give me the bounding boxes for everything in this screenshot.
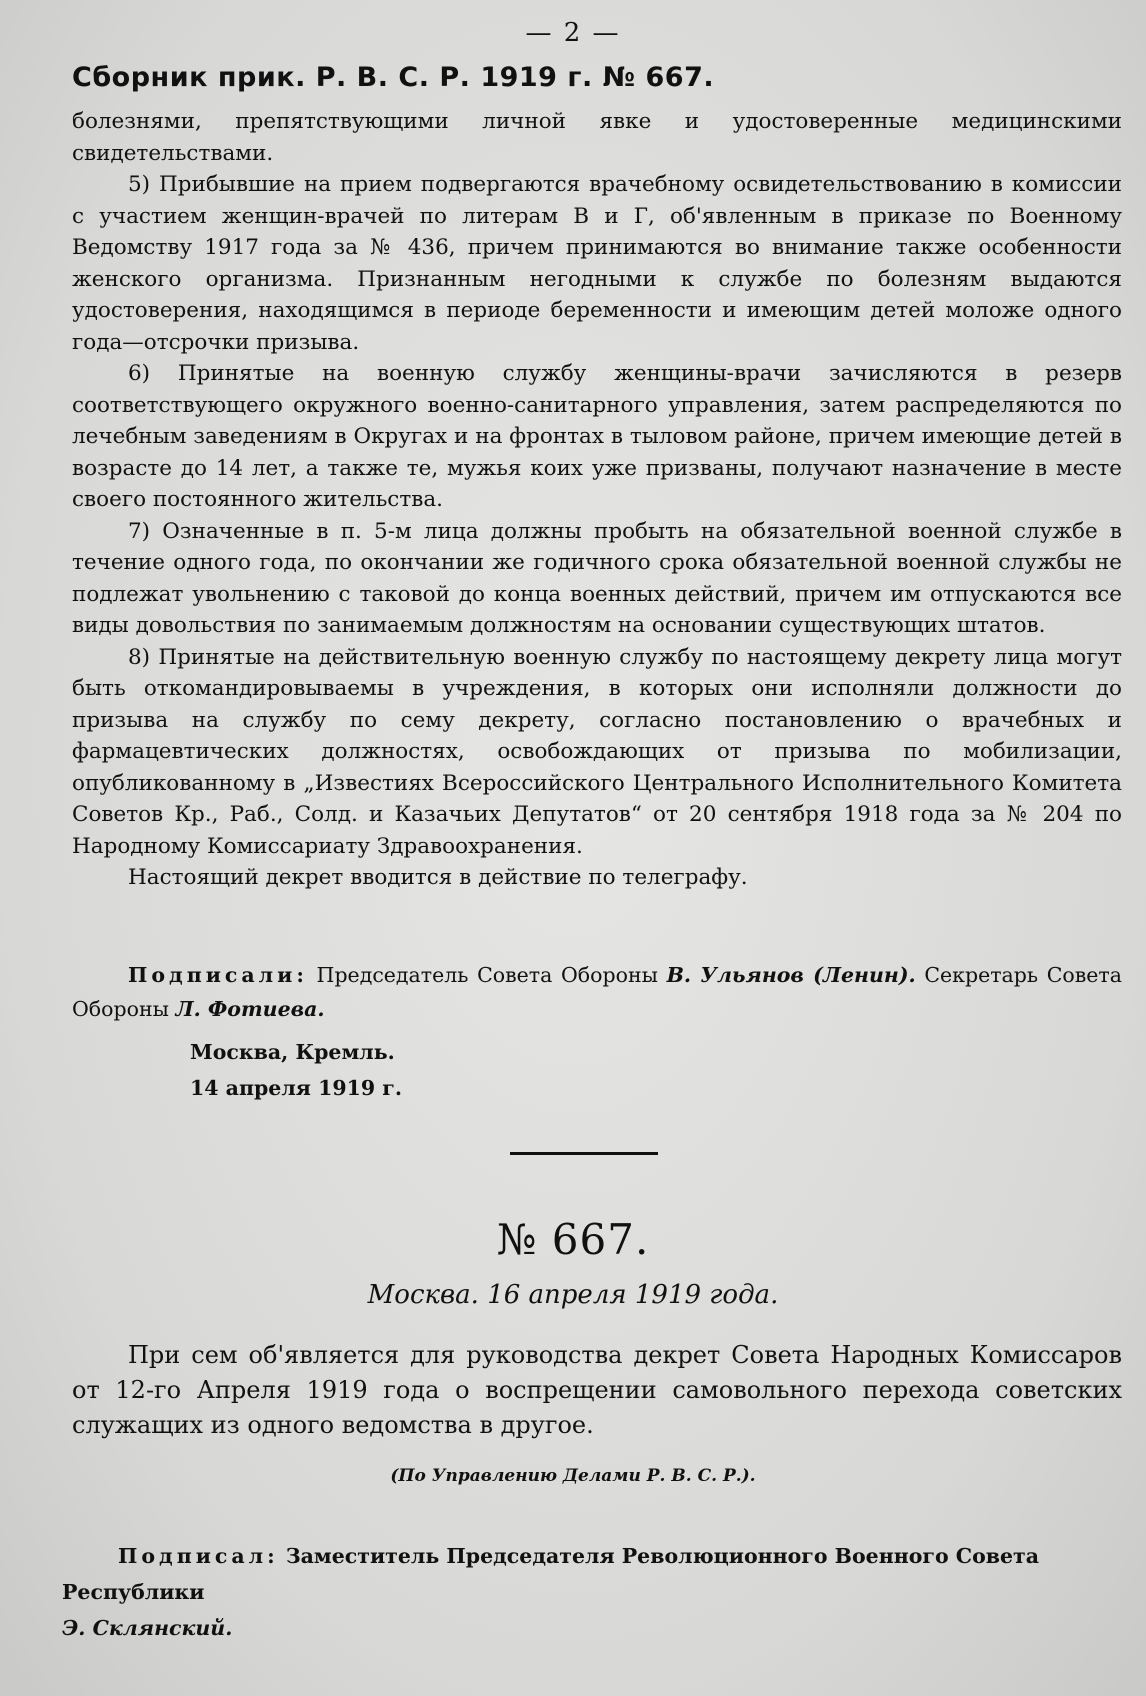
- signer-title-a: Председатель Совета Обороны: [307, 963, 667, 987]
- order-issuer: (По Управлению Делами Р. В. С. Р.).: [390, 1466, 756, 1486]
- paragraph-effective: Настоящий декрет вводится в действие по телеграфу.: [128, 865, 748, 890]
- paragraph-6: 6) Принятые на военную службу женщины-врачи зачисляются в резерв соответствующего окружного военно-санитарного управления, затем распределяются по лечебным заведениям в Округах и на фронтах в тыловом районе, причем имеющие детей в возрасте до 14 лет, а также те, мужья коих уже призваны, получают назначение в месте своего постоянного жительства.: [72, 361, 1122, 512]
- order-text: [72, 1338, 1122, 1443]
- paragraph-7: 7) Означенные в п. 5-м лица должны пробыть на обязательной военной службе в течение одного года, по окончании же годичного срока обязательной военной службы не подлежат увольнению с таковой до конца военных действий, причем им отпускаются все виды довольствия по занимаемым должностям на основании существующих штатов.: [72, 518, 1122, 638]
- signer-title-2: Заместитель Председателя Революционного Военного Совета Республики: [62, 1544, 1040, 1604]
- order-signature: [62, 1538, 1122, 1646]
- page-number: — 2 —: [525, 18, 621, 48]
- paragraph-5: 5) Прибывшие на прием подвергаются врачебному освидетельствованию в комиссии с участием женщин-врачей по литерам В и Г, об'явленным в приказе по Военному Ведомству 1917 года за № 436, причем принимаются во внимание также особенности женского организма. Признанным негодными к службе по болезням выдаются удостоверения, находящимся в периоде беременности и имеющим детей моложе одного года—отсрочки призыва.: [72, 172, 1122, 355]
- collection-header: Сборник прик. Р. В. С. Р. 1919 г. № 667.: [72, 62, 715, 93]
- place-date: 14 апреля 1919 г.: [190, 1076, 402, 1100]
- decree-body: [72, 106, 1122, 894]
- decree-signatures: [72, 958, 1122, 1026]
- order-paragraph: При сем об'является для руководства декрет Совета Народных Комиссаров от 12-го Апреля 1919 года о воспрещении самовольного перехода советских служащих из одного ведомства в другое.: [72, 1341, 1122, 1439]
- signed-label-2: Подписал:: [118, 1544, 279, 1568]
- signed-label: Подписали:: [128, 963, 308, 987]
- signer-name-2: Э. Склянский.: [62, 1616, 233, 1640]
- paragraph-continuation: болезнями, препятствующими личной явке и удостоверенные медицинскими свидетельствами.: [72, 109, 1122, 166]
- section-divider: [510, 1152, 658, 1155]
- place-city: Москва, Кремль.: [190, 1040, 395, 1064]
- signer-name-b: Л. Фотиева.: [175, 997, 325, 1021]
- signer-name-a: В. Ульянов (Ленин).: [666, 963, 916, 987]
- paragraph-8: 8) Принятые на действительную военную службу по настоящему декрету лица могут быть откомандировываемы в учреждения, в которых они исполняли должности до призыва на службу по сему декрету, согласно постановлению о врачебных и фармацевтических должностях, освобождающих от призыва по мобилизации, опубликованному в „Известиях Всероссийского Центрального Исполнительного Комитета Советов Кр., Раб., Солд. и Казачьих Депутатов“ от 20 сентября 1918 года за № 204 по Народному Комиссариату Здравоохранения.: [72, 644, 1122, 859]
- order-number: № 667.: [496, 1215, 650, 1264]
- signer-title-b: Секретарь Совета Обороны: [72, 963, 1122, 1021]
- order-date: Москва. 16 апреля 1919 года.: [367, 1280, 779, 1310]
- place-and-date: [190, 1034, 402, 1106]
